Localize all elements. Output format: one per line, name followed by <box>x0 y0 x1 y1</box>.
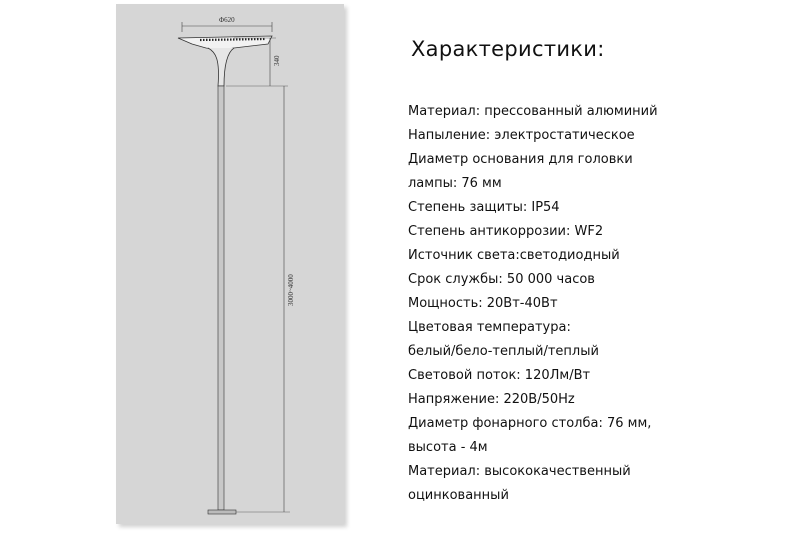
spec-line: Источник света:светодиодный <box>408 248 620 263</box>
spec-line: Степень защиты: IP54 <box>408 200 560 215</box>
pole-base-plate <box>208 510 236 514</box>
head-height-label: 340 <box>273 55 281 66</box>
spec-line: Степень антикоррозии: WF2 <box>408 224 604 239</box>
pole-height-label: 3000~4000 <box>287 274 295 306</box>
spec-line: Материал: высококачественный <box>408 464 631 479</box>
spec-line: Диаметр основания для головки <box>408 152 633 167</box>
spec-line: Световой поток: 120Лм/Вт <box>408 368 591 383</box>
spec-line: Диаметр фонарного столба: 76 мм, <box>408 416 652 431</box>
spec-line: Мощность: 20Вт-40Вт <box>408 296 558 311</box>
spec-line: Материал: прессованный алюминий <box>408 104 658 119</box>
lamp-pole <box>218 86 224 510</box>
lamp-neck <box>208 48 234 86</box>
diameter-label: Φ620 <box>219 16 235 24</box>
technical-drawing-panel <box>116 4 344 524</box>
spec-line: высота - 4м <box>408 440 488 455</box>
spec-line: белый/бело-теплый/теплый <box>408 344 599 359</box>
specs-list <box>408 100 788 508</box>
spec-line: Напыление: электростатическое <box>408 128 635 143</box>
spec-line: Цветовая температура: <box>408 320 571 335</box>
specs-title: Характеристики: <box>411 37 605 61</box>
spec-line: Напряжение: 220В/50Hz <box>408 392 575 407</box>
street-lamp-drawing <box>116 4 344 524</box>
spec-line: Срок службы: 50 000 часов <box>408 272 595 287</box>
spec-line: оцинкованный <box>408 488 509 503</box>
spec-line: лампы: 76 мм <box>408 176 502 191</box>
